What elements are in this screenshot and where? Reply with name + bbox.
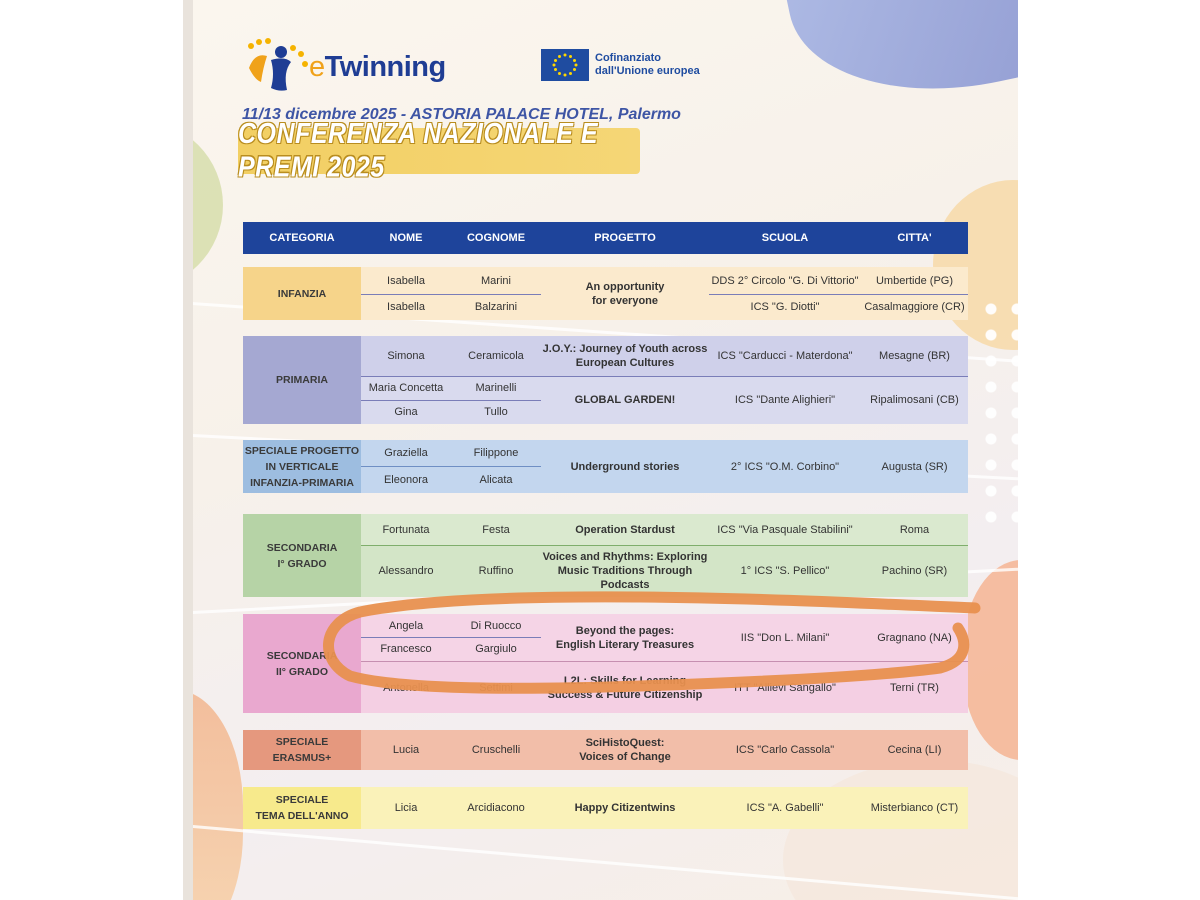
cell-citta: Augusta (SR): [881, 460, 948, 473]
cell-cognome: Balzarini: [474, 301, 518, 313]
title-banner: [238, 117, 640, 184]
group-infanzia: [243, 267, 968, 320]
etwinning-figures-icon: [241, 38, 311, 96]
decor-blob: [763, 0, 1018, 121]
cell-nome: Eleonora: [383, 473, 429, 486]
cell-nome: Graziella: [384, 447, 428, 459]
category-label: SECONDARIA II° GRADO: [243, 614, 361, 713]
cell-scuola: ITT "Allievi Sangallo": [734, 682, 836, 694]
group-secondaria-1: [243, 514, 968, 597]
category-label: SPECIALE TEMA DELL'ANNO: [243, 787, 361, 829]
cell-scuola: ICS "Carlo Cassola": [735, 744, 835, 756]
cell-citta: Pachino (SR): [881, 565, 948, 577]
table-header: [243, 222, 968, 254]
decor-dots: [978, 296, 1018, 526]
poster: [183, 0, 1018, 900]
cell-nome: Francesco: [380, 643, 432, 655]
col-citta: CITTA': [897, 232, 932, 244]
cell-scuola: ICS "Via Pasquale Stabilini": [717, 523, 853, 536]
category-label: SPECIALE PROGETTO IN VERTICALE INFANZIA-PRIMARIA: [243, 440, 361, 493]
etwinning-logo: [241, 38, 446, 96]
cell-cognome: Di Ruocco: [470, 619, 522, 632]
cell-scuola: IIS "Don L. Milani": [740, 631, 830, 644]
cell-cognome: Ceramicola: [468, 350, 524, 362]
cell-citta: Casalmaggiore (CR): [864, 301, 965, 313]
logo-text: eTwinning: [309, 50, 446, 83]
cell-cognome: Tullo: [484, 406, 508, 418]
cell-nome: Maria Concetta: [368, 382, 444, 394]
cell-cognome: Ruffino: [478, 565, 514, 577]
cell-scuola: ICS "G. Diotti": [750, 301, 820, 313]
cell-citta: Misterbianco (CT): [870, 802, 959, 814]
category-label: PRIMARIA: [243, 336, 361, 424]
cell-cognome: Festa: [482, 523, 510, 536]
cell-cognome: Gargiulo: [475, 643, 517, 655]
group-secondaria-2: [243, 614, 968, 713]
category-label: SPECIALE ERASMUS+: [243, 730, 361, 770]
cell-nome: Licia: [394, 802, 418, 814]
cell-scuola: 1° ICS "S. Pellico": [740, 565, 830, 577]
cell-scuola: ICS "Dante Alighieri": [734, 394, 836, 406]
cell-progetto: Underground stories: [570, 460, 680, 473]
cell-cognome: Filippone: [473, 447, 519, 459]
cell-citta: Cecina (LI): [887, 744, 942, 756]
poster-edge: [183, 0, 193, 900]
group-erasmus: [243, 730, 968, 770]
cell-scuola: DDS 2° Circolo "G. Di Vittorio": [711, 274, 859, 287]
group-speciale-verticale: [243, 440, 968, 493]
cell-nome: Simona: [387, 350, 425, 362]
eu-line1: Cofinanziato: [595, 52, 661, 64]
cell-cognome: Marinelli: [475, 382, 517, 394]
cell-nome: Gina: [394, 406, 418, 418]
col-progetto: PROGETTO: [594, 232, 656, 244]
category-label: SECONDARIA I° GRADO: [243, 514, 361, 597]
cell-citta: Mesagne (BR): [879, 350, 950, 362]
eu-flag-icon: [541, 49, 589, 81]
eu-line2: dall'Unione europea: [595, 65, 700, 77]
cell-cognome: Alicata: [479, 473, 513, 486]
cell-citta: Ripalimosani (CB): [870, 394, 959, 406]
cell-progetto: An opportunity for everyone: [585, 280, 665, 307]
col-categoria: CATEGORIA: [269, 232, 335, 244]
eu-cofinanced: [541, 49, 700, 81]
cell-nome: Isabella: [387, 274, 425, 287]
col-nome: NOME: [389, 232, 423, 244]
cell-cognome: Marini: [481, 274, 511, 287]
cell-citta: Terni (TR): [890, 682, 939, 694]
cell-progetto: Beyond the pages: English Literary Treasures: [555, 624, 695, 651]
cell-progetto: SciHistoQuest: Voices of Change: [579, 737, 671, 763]
cell-nome: Isabella: [387, 301, 425, 313]
cell-progetto: J.O.Y.: Journey of Youth across European Cultures: [542, 343, 708, 369]
cell-scuola: 2° ICS "O.M. Corbino": [730, 460, 840, 473]
cell-scuola: ICS "Carducci - Materdona": [717, 350, 853, 362]
cell-progetto: Voices and Rhythms: Exploring Music Traditions Through Podcasts: [542, 551, 708, 591]
cell-progetto: L2L: Skills for Learning Success & Future Citizenship: [547, 675, 703, 701]
cell-scuola: ICS "A. Gabelli": [746, 802, 824, 814]
category-label: INFANZIA: [243, 267, 361, 320]
cell-citta: Umbertide (PG): [875, 274, 954, 287]
cell-progetto: Happy Citizentwins: [574, 802, 676, 814]
col-cognome: COGNOME: [466, 232, 526, 244]
page-title: CONFERENZA NAZIONALE E PREMI 2025: [238, 117, 599, 184]
cell-citta: Gragnano (NA): [877, 631, 952, 644]
cell-progetto: Operation Stardust: [575, 523, 675, 536]
event-subtitle: 11/13 dicembre 2025 - ASTORIA PALACE HOTEL, Palermo: [242, 106, 681, 123]
decor-blob: [963, 560, 1018, 760]
group-primaria: [243, 336, 968, 424]
col-scuola: SCUOLA: [761, 232, 809, 244]
cell-nome: Fortunata: [382, 523, 430, 536]
cell-cognome: Arcidiacono: [467, 802, 525, 814]
cell-citta: Roma: [899, 523, 930, 536]
cell-cognome: Settimi: [479, 682, 513, 694]
cell-cognome: Cruschelli: [471, 744, 521, 756]
cell-nome: Angela: [388, 619, 424, 632]
cell-nome: Lucia: [392, 744, 420, 756]
cell-nome: Antonella: [383, 682, 429, 694]
cell-progetto: GLOBAL GARDEN!: [574, 394, 676, 406]
cell-nome: Alessandro: [378, 565, 434, 577]
group-tema-anno: [243, 787, 968, 829]
